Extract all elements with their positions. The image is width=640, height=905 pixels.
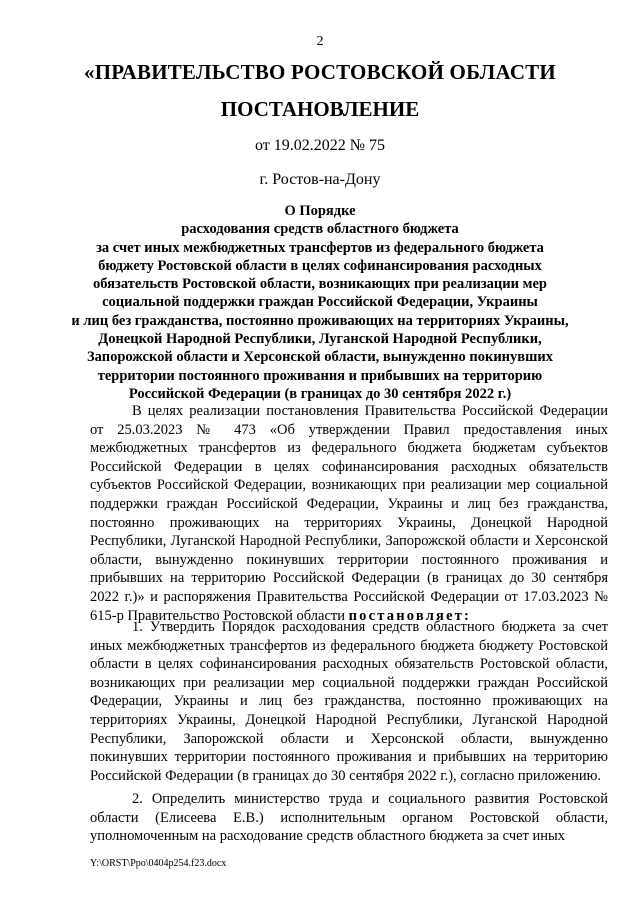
preamble-paragraph: [90, 402, 608, 625]
decree-word: постановляет:: [348, 607, 472, 624]
government-heading: «ПРАВИТЕЛЬСТВО РОСТОВСКОЙ ОБЛАСТИ: [84, 60, 556, 84]
page-number: 2: [316, 34, 324, 49]
title-line: расходования средств областного бюджета: [181, 221, 459, 238]
item-1-paragraph: 1. Утвердить Порядок расходования средств областного бюджета за счет иных межбюджетных трансфертов из федерального бюджета бюджету Ростовской области в целях софинансирования расходных обязательств Ростовской области, возникающих при реализации мер социальной поддержки граждан Российской Федерации, Украины и лиц без гражданства, постоянно проживающих на территориях Украины, Донецкой Народной Республики, Луганской Народной Республики, Запорожской области и Херсонской области, вынужденно покинувших территории постоянного проживания и прибывших на территорию Российской Федерации (в границах до 30 сентября 2022 г.), согласно приложению.: [90, 619, 608, 784]
document-type: ПОСТАНОВЛЕНИЕ: [220, 97, 420, 121]
title-line: Запорожской области и Херсонской области, вынужденно покинувших: [87, 349, 553, 366]
resolution-title: [70, 202, 570, 403]
date-line: от 19.02.2022 № 75: [254, 137, 386, 154]
title-line: и лиц без гражданства, постоянно проживающих на территориях Украины,: [71, 312, 569, 329]
title-line: Донецкой Народной Республики, Луганской Народной Республики,: [98, 331, 542, 348]
title-line: обязательств Ростовской области, возникающих при реализации мер: [93, 276, 547, 293]
title-line: бюджету Ростовской области в целях софинансирования расходных: [98, 257, 542, 274]
preamble-text: В целях реализации постановления Правительства Российской Федерации от 25.03.2023 № 473 «Об утверждении Правил предоставления иных межбюджетных трансфертов из федерального бюджета бюджетам субъектов Российской Федерации в целях софинансирования расходных обязательств субъектов Российской Федерации, возникающих при реализации мер социальной поддержки граждан Российской Федерации, Украины и лиц без гражданства, постоянно проживающих на территориях Украины, Донецкой Народной Республики, Луганской Народной Республики, Запорожской области и Херсонской области, вынужденно покинувших территории постоянного проживания и прибывших на территорию Российской Федерации (в границах до 30 сентября 2022 г.)» и распоряжения Правительства Российской Федерации от 17.03.2023 № 615-р Правительство Ростовской области: [90, 403, 608, 624]
title-line: за счет иных межбюджетных трансфертов из федерального бюджета: [96, 239, 544, 256]
item-2-paragraph: 2. Определить министерство труда и социального развития Ростовской области (Елисеева Е.В.) исполнительным органом Ростовской области, уполномоченным на расходование средств областного бюджета за счет иных: [90, 791, 608, 845]
title-line: социальной поддержки граждан Российской Федерации, Украины: [102, 294, 538, 311]
city-line: г. Ростов-на-Дону: [259, 171, 381, 188]
file-path-footer: Y:\ORST\Ppo\0404p254.f23.docx: [90, 858, 227, 869]
title-line: Российской Федерации (в границах до 30 сентября 2022 г.): [128, 385, 512, 402]
title-line: территории постоянного проживания и прибывших на территорию: [97, 367, 543, 384]
title-line: О Порядке: [284, 203, 356, 219]
